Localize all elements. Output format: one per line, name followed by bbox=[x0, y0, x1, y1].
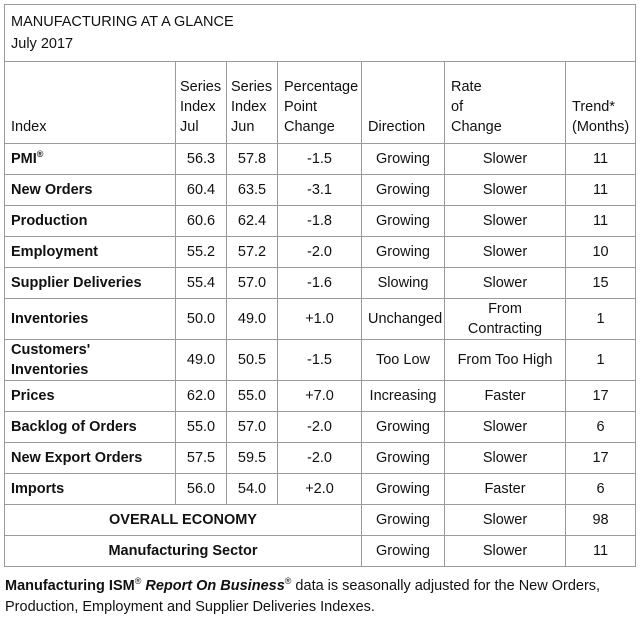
row-direction: Growing bbox=[362, 144, 445, 175]
row-index-name: Inventories bbox=[5, 299, 176, 340]
row-direction: Growing bbox=[362, 175, 445, 206]
table-row bbox=[5, 299, 636, 340]
row-change: -2.0 bbox=[278, 443, 362, 474]
footnote bbox=[4, 576, 635, 618]
row-jul: 55.2 bbox=[176, 237, 227, 268]
table-row bbox=[5, 237, 636, 268]
table-row bbox=[5, 443, 636, 474]
row-jun: 54.0 bbox=[227, 474, 278, 505]
summary-trend: 11 bbox=[566, 536, 636, 567]
row-index-name: Imports bbox=[5, 474, 176, 505]
row-rate: From Too High bbox=[445, 340, 566, 381]
row-jul: 56.3 bbox=[176, 144, 227, 175]
row-change: -2.0 bbox=[278, 237, 362, 268]
row-trend: 11 bbox=[566, 206, 636, 237]
header-jun: Series Index Jun bbox=[227, 62, 278, 144]
row-jul: 49.0 bbox=[176, 340, 227, 381]
row-index-name: Employment bbox=[5, 237, 176, 268]
table-row bbox=[5, 381, 636, 412]
row-trend: 15 bbox=[566, 268, 636, 299]
row-change: -1.5 bbox=[278, 340, 362, 381]
ism-table bbox=[4, 4, 636, 567]
summary-label: OVERALL ECONOMY bbox=[5, 505, 362, 536]
row-index-name: New Export Orders bbox=[5, 443, 176, 474]
row-jul: 55.4 bbox=[176, 268, 227, 299]
table-row bbox=[5, 175, 636, 206]
table-row bbox=[5, 340, 636, 381]
manufacturing-at-a-glance bbox=[4, 4, 635, 618]
row-rate: Slower bbox=[445, 175, 566, 206]
footnote-line-2: Production, Employment and Supplier Deliveries Indexes. bbox=[5, 599, 375, 615]
summary-row bbox=[5, 536, 636, 567]
table-row bbox=[5, 412, 636, 443]
row-change: +1.0 bbox=[278, 299, 362, 340]
row-jun: 62.4 bbox=[227, 206, 278, 237]
row-change: -1.6 bbox=[278, 268, 362, 299]
table-title: MANUFACTURING AT A GLANCE bbox=[11, 14, 234, 30]
row-jun: 63.5 bbox=[227, 175, 278, 206]
row-jun: 59.5 bbox=[227, 443, 278, 474]
row-trend: 11 bbox=[566, 144, 636, 175]
summary-rate: Slower bbox=[445, 536, 566, 567]
table-subtitle: July 2017 bbox=[11, 36, 74, 52]
row-rate: Faster bbox=[445, 381, 566, 412]
row-rate: Slower bbox=[445, 443, 566, 474]
row-direction: Slowing bbox=[362, 268, 445, 299]
row-jul: 55.0 bbox=[176, 412, 227, 443]
row-jul: 56.0 bbox=[176, 474, 227, 505]
row-rate: Slower bbox=[445, 412, 566, 443]
row-jun: 55.0 bbox=[227, 381, 278, 412]
row-trend: 6 bbox=[566, 412, 636, 443]
row-jun: 57.0 bbox=[227, 268, 278, 299]
row-change: +2.0 bbox=[278, 474, 362, 505]
header-jul: Series Index Jul bbox=[176, 62, 227, 144]
row-trend: 11 bbox=[566, 175, 636, 206]
row-direction: Growing bbox=[362, 412, 445, 443]
row-trend: 1 bbox=[566, 299, 636, 340]
header-direction: Direction bbox=[362, 62, 445, 144]
row-change: -3.1 bbox=[278, 175, 362, 206]
row-change: -2.0 bbox=[278, 412, 362, 443]
row-jul: 57.5 bbox=[176, 443, 227, 474]
row-index-name: Prices bbox=[5, 381, 176, 412]
table-row bbox=[5, 144, 636, 175]
row-rate: Slower bbox=[445, 237, 566, 268]
summary-direction: Growing bbox=[362, 536, 445, 567]
row-direction: Growing bbox=[362, 237, 445, 268]
row-jun: 49.0 bbox=[227, 299, 278, 340]
row-direction: Growing bbox=[362, 443, 445, 474]
row-index-name: Production bbox=[5, 206, 176, 237]
row-jun: 57.8 bbox=[227, 144, 278, 175]
summary-label: Manufacturing Sector bbox=[5, 536, 362, 567]
footnote-line-1: Manufacturing ISM® Report On Business® data is seasonally adjusted for the New Orders, bbox=[5, 576, 601, 594]
row-rate: From Contracting bbox=[445, 299, 566, 340]
row-trend: 17 bbox=[566, 443, 636, 474]
summary-rate: Slower bbox=[445, 505, 566, 536]
summary-direction: Growing bbox=[362, 505, 445, 536]
row-trend: 10 bbox=[566, 237, 636, 268]
row-jul: 60.4 bbox=[176, 175, 227, 206]
header-row bbox=[5, 62, 636, 144]
row-direction: Too Low bbox=[362, 340, 445, 381]
row-rate: Slower bbox=[445, 144, 566, 175]
row-index-name: PMI® bbox=[5, 144, 176, 175]
row-direction: Growing bbox=[362, 474, 445, 505]
row-change: -1.8 bbox=[278, 206, 362, 237]
row-jul: 62.0 bbox=[176, 381, 227, 412]
row-change: -1.5 bbox=[278, 144, 362, 175]
row-rate: Slower bbox=[445, 206, 566, 237]
row-index-name: Backlog of Orders bbox=[5, 412, 176, 443]
table-row bbox=[5, 268, 636, 299]
table-row bbox=[5, 474, 636, 505]
row-rate: Faster bbox=[445, 474, 566, 505]
row-jun: 57.0 bbox=[227, 412, 278, 443]
header-trend: Trend* (Months) bbox=[566, 62, 636, 144]
summary-trend: 98 bbox=[566, 505, 636, 536]
row-change: +7.0 bbox=[278, 381, 362, 412]
row-jul: 50.0 bbox=[176, 299, 227, 340]
table-title-cell bbox=[5, 5, 636, 62]
row-direction: Unchanged bbox=[362, 299, 445, 340]
row-trend: 6 bbox=[566, 474, 636, 505]
row-direction: Growing bbox=[362, 206, 445, 237]
table-row bbox=[5, 206, 636, 237]
row-trend: 17 bbox=[566, 381, 636, 412]
row-jun: 50.5 bbox=[227, 340, 278, 381]
header-change: Percentage Point Change bbox=[278, 62, 362, 144]
row-rate: Slower bbox=[445, 268, 566, 299]
row-direction: Increasing bbox=[362, 381, 445, 412]
row-index-name: New Orders bbox=[5, 175, 176, 206]
summary-row bbox=[5, 505, 636, 536]
header-index: Index bbox=[5, 62, 176, 144]
row-trend: 1 bbox=[566, 340, 636, 381]
row-index-name: Customers' Inventories bbox=[5, 340, 176, 381]
row-jul: 60.6 bbox=[176, 206, 227, 237]
row-index-name: Supplier Deliveries bbox=[5, 268, 176, 299]
row-jun: 57.2 bbox=[227, 237, 278, 268]
header-rate: Rate of Change bbox=[445, 62, 566, 144]
